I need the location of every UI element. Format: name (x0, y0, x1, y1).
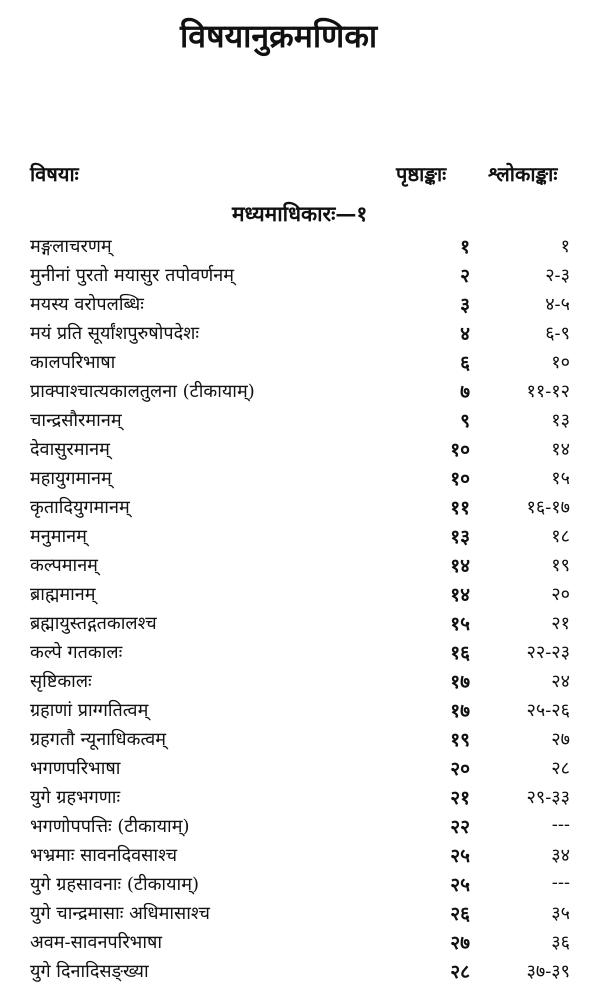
toc-entry-subject: भगणपरिभाषा (30, 758, 121, 779)
toc-entry-page: १५ (450, 613, 470, 635)
toc-entry-page: ११ (450, 497, 470, 519)
toc-entry-subject: भगणोपपत्तिः (टीकायाम्) (30, 816, 190, 837)
toc-entry-page: १३ (450, 526, 470, 548)
toc-entry (0, 232, 600, 261)
toc-entry-subject: सृष्टिकालः (30, 671, 92, 692)
toc-entry-verse: २१ (551, 613, 570, 634)
toc-entry (0, 551, 600, 580)
toc-entry-subject: ब्रह्मायुस्तद्गतकालश्च (30, 613, 157, 634)
toc-entry (0, 493, 600, 522)
toc-entry (0, 725, 600, 754)
toc-entry-subject: महायुगमानम् (30, 468, 112, 489)
toc-entry-subject: ग्रहगतौ न्यूनाधिकत्वम् (30, 729, 166, 750)
toc-entry-page: २८ (450, 961, 470, 983)
toc-entry-page: २५ (450, 845, 470, 867)
toc-entry (0, 464, 600, 493)
toc-entry (0, 638, 600, 667)
toc-entry-verse: २७ (551, 729, 570, 750)
section-heading: मध्यमाधिकारः—१ (232, 201, 368, 226)
toc-entry-page: २ (460, 265, 470, 287)
toc-entry-verse: १८ (551, 526, 570, 547)
toc-entry (0, 609, 600, 638)
toc-entry-verse: --- (551, 814, 570, 835)
toc-entry-page: १७ (450, 700, 470, 722)
toc-entry (0, 348, 600, 377)
toc-entry-verse: ३५ (551, 903, 570, 924)
toc-entry-subject: मुनीनां पुरतो मयासुर तपोवर्णनम् (30, 265, 235, 286)
toc-entry-subject: मयं प्रति सूर्यांशपुरुषोपदेशः (30, 323, 200, 344)
toc-entry-verse: २४ (551, 671, 570, 692)
toc-entry-verse: ३४ (551, 845, 570, 866)
toc-entry-page: १० (450, 468, 470, 490)
toc-entry-verse: १५ (551, 468, 570, 489)
toc-entry-subject: ब्राह्ममानम् (30, 584, 96, 605)
toc-entry-subject: प्राक्पाश्चात्यकालतुलना (टीकायाम्) (30, 381, 255, 402)
column-header-page: पृष्ठाङ्काः (396, 162, 447, 186)
toc-entry (0, 696, 600, 725)
toc-entry-page: १४ (450, 584, 470, 606)
toc-entry-subject: कालपरिभाषा (30, 352, 116, 373)
toc-entry-page: २६ (450, 903, 470, 925)
toc-entry-page: १४ (450, 555, 470, 577)
toc-entry (0, 290, 600, 319)
toc-entry (0, 406, 600, 435)
toc-entry-page: २५ (450, 874, 470, 896)
toc-entry-page: १० (450, 439, 470, 461)
toc-entry-page: ४ (460, 323, 470, 345)
toc-entry-verse: २-३ (545, 265, 570, 286)
toc-entry (0, 580, 600, 609)
toc-entry-verse: १६-१७ (526, 497, 570, 518)
toc-entry-page: १६ (450, 642, 470, 664)
toc-entry-verse: ३६ (551, 932, 570, 953)
toc-entry (0, 377, 600, 406)
toc-entry-verse: १९ (551, 555, 570, 576)
toc-entry-page: २७ (450, 932, 470, 954)
toc-entry-verse: १४ (551, 439, 570, 460)
toc-entry-verse: ११-१२ (526, 381, 570, 402)
toc-entry (0, 928, 600, 957)
toc-entry-page: १९ (450, 729, 470, 751)
toc-entry-subject: युगे ग्रहभगणाः (30, 787, 121, 808)
toc-entry-verse: २५-२६ (526, 700, 570, 721)
toc-entry (0, 319, 600, 348)
toc-list (0, 232, 600, 986)
toc-entry-subject: मयस्य वरोपलब्धिः (30, 294, 144, 315)
toc-entry-page: ६ (460, 352, 470, 374)
toc-entry-verse: २९-३३ (526, 787, 570, 808)
toc-entry-page: २१ (450, 787, 470, 809)
toc-entry-verse: --- (551, 872, 570, 893)
toc-entry (0, 261, 600, 290)
toc-entry-page: ३ (460, 294, 470, 316)
toc-entry-verse: २८ (551, 758, 570, 779)
toc-entry-verse: ६-९ (545, 323, 570, 344)
toc-entry-subject: कल्पमानम् (30, 555, 98, 576)
toc-entry-verse: १३ (551, 410, 570, 431)
toc-entry (0, 783, 600, 812)
toc-entry-verse: ३७-३९ (526, 961, 570, 982)
toc-entry (0, 812, 600, 841)
toc-entry-subject: देवासुरमानम् (30, 439, 110, 460)
toc-entry-subject: कल्पे गतकालः (30, 642, 123, 663)
toc-entry-page: २२ (450, 816, 470, 838)
toc-entry-verse: ४-५ (545, 294, 570, 315)
toc-entry-subject: कृतादियुगमानम् (30, 497, 130, 518)
toc-entry-subject: अवम-सावनपरिभाषा (30, 932, 163, 953)
toc-entry-page: ९ (460, 410, 470, 432)
toc-entry (0, 522, 600, 551)
column-header-subject: विषयाः (30, 162, 79, 186)
column-header-verse: श्लोकाङ्काः (488, 162, 558, 186)
toc-entry-subject: मनुमानम् (30, 526, 87, 547)
toc-entry-verse: १ (560, 236, 570, 257)
toc-entry-subject: ग्रहाणां प्राग्गतित्वम् (30, 700, 149, 721)
toc-entry (0, 870, 600, 899)
toc-entry-subject: युगे चान्द्रमासाः अधिमासाश्च (30, 903, 210, 924)
toc-entry-page: ७ (460, 381, 470, 403)
toc-entry (0, 435, 600, 464)
toc-entry (0, 754, 600, 783)
toc-entry-subject: युगे दिनादिसङ्ख्या (30, 961, 149, 982)
toc-entry (0, 957, 600, 986)
toc-entry-subject: मङ्गलाचरणम् (30, 236, 112, 257)
toc-entry-subject: चान्द्रसौरमानम् (30, 410, 122, 431)
toc-entry-verse: २० (551, 584, 570, 605)
toc-entry-page: १७ (450, 671, 470, 693)
toc-entry (0, 899, 600, 928)
toc-entry-page: १ (460, 236, 470, 258)
toc-entry-page: २० (450, 758, 470, 780)
toc-entry-verse: २२-२३ (526, 642, 570, 663)
page-title: विषयानुक्रमणिका (180, 17, 378, 55)
toc-entry-verse: १० (551, 352, 570, 373)
toc-entry (0, 667, 600, 696)
toc-entry (0, 841, 600, 870)
toc-entry-subject: भभ्रमाः सावनदिवसाश्च (30, 845, 178, 866)
toc-entry-subject: युगे ग्रहसावनाः (टीकायाम्) (30, 874, 199, 895)
